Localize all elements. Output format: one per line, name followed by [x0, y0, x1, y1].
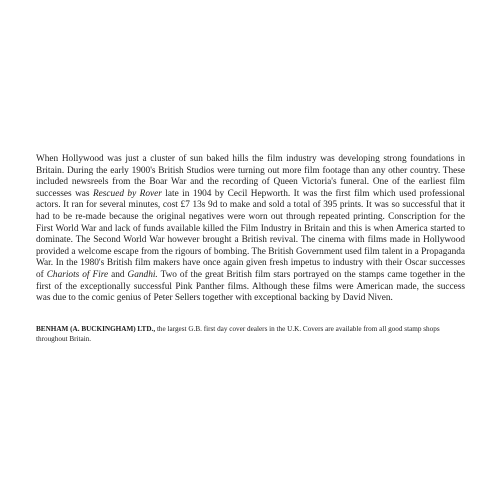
paragraph-text-part-2: late in 1904 by Cecil Hepworth. It was the first film which used professional actors. It ran for several minutes, cost £7 13s 9d to make and sold a total of 395 prints. It was so successful that it had to be re-made because the original negatives were worn out through repeated printing. Conscription for the First World War and lack of funds available killed the Film Industry in Britain and this is when America started to dominate. The Second World War however brought a British revival. The cinema with films made in Hollywood provided a welcome escape from the rigours of bombing. The British Government used film talent in a Propaganda War. In the 1980's British film makers have once again given fresh impetus to industry with their Oscar successes of: [36, 188, 466, 280]
film-title-chariots-of-fire: Chariots of Fire: [46, 269, 109, 280]
publisher-note: [36, 325, 465, 344]
paragraph-text-part-4: Two of the great British film stars portrayed on the stamps came together in the first of the exceptionally successful Pink Panther films. Although these films were American made, the success was due to the comic genius of Peter Sellers together with exceptional backing by David Niven.: [36, 269, 465, 304]
paragraph-text-part-1: When Hollywood was just a cluster of sun baked hills the film industry was developing strong foundations in Britain. During the early 1900's British Studios were turning out more film footage than any other country. These included newsreels from the Boar War and the recording of Queen Victoria's funeral. One of the earliest film successes was: [36, 154, 465, 199]
paragraph-text-part-3: and: [108, 269, 128, 280]
history-paragraph: [36, 154, 465, 305]
film-title-rescued-by-rover: Rescued by Rover: [93, 188, 162, 199]
film-title-gandhi: Gandhi.: [127, 269, 158, 280]
publisher-name: BENHAM (A. BUCKINGHAM) LTD.,: [36, 325, 156, 333]
publisher-text: the largest G.B. first day cover dealers in the U.K. Covers are available from all good stamp shops throughout Britain.: [36, 325, 440, 343]
